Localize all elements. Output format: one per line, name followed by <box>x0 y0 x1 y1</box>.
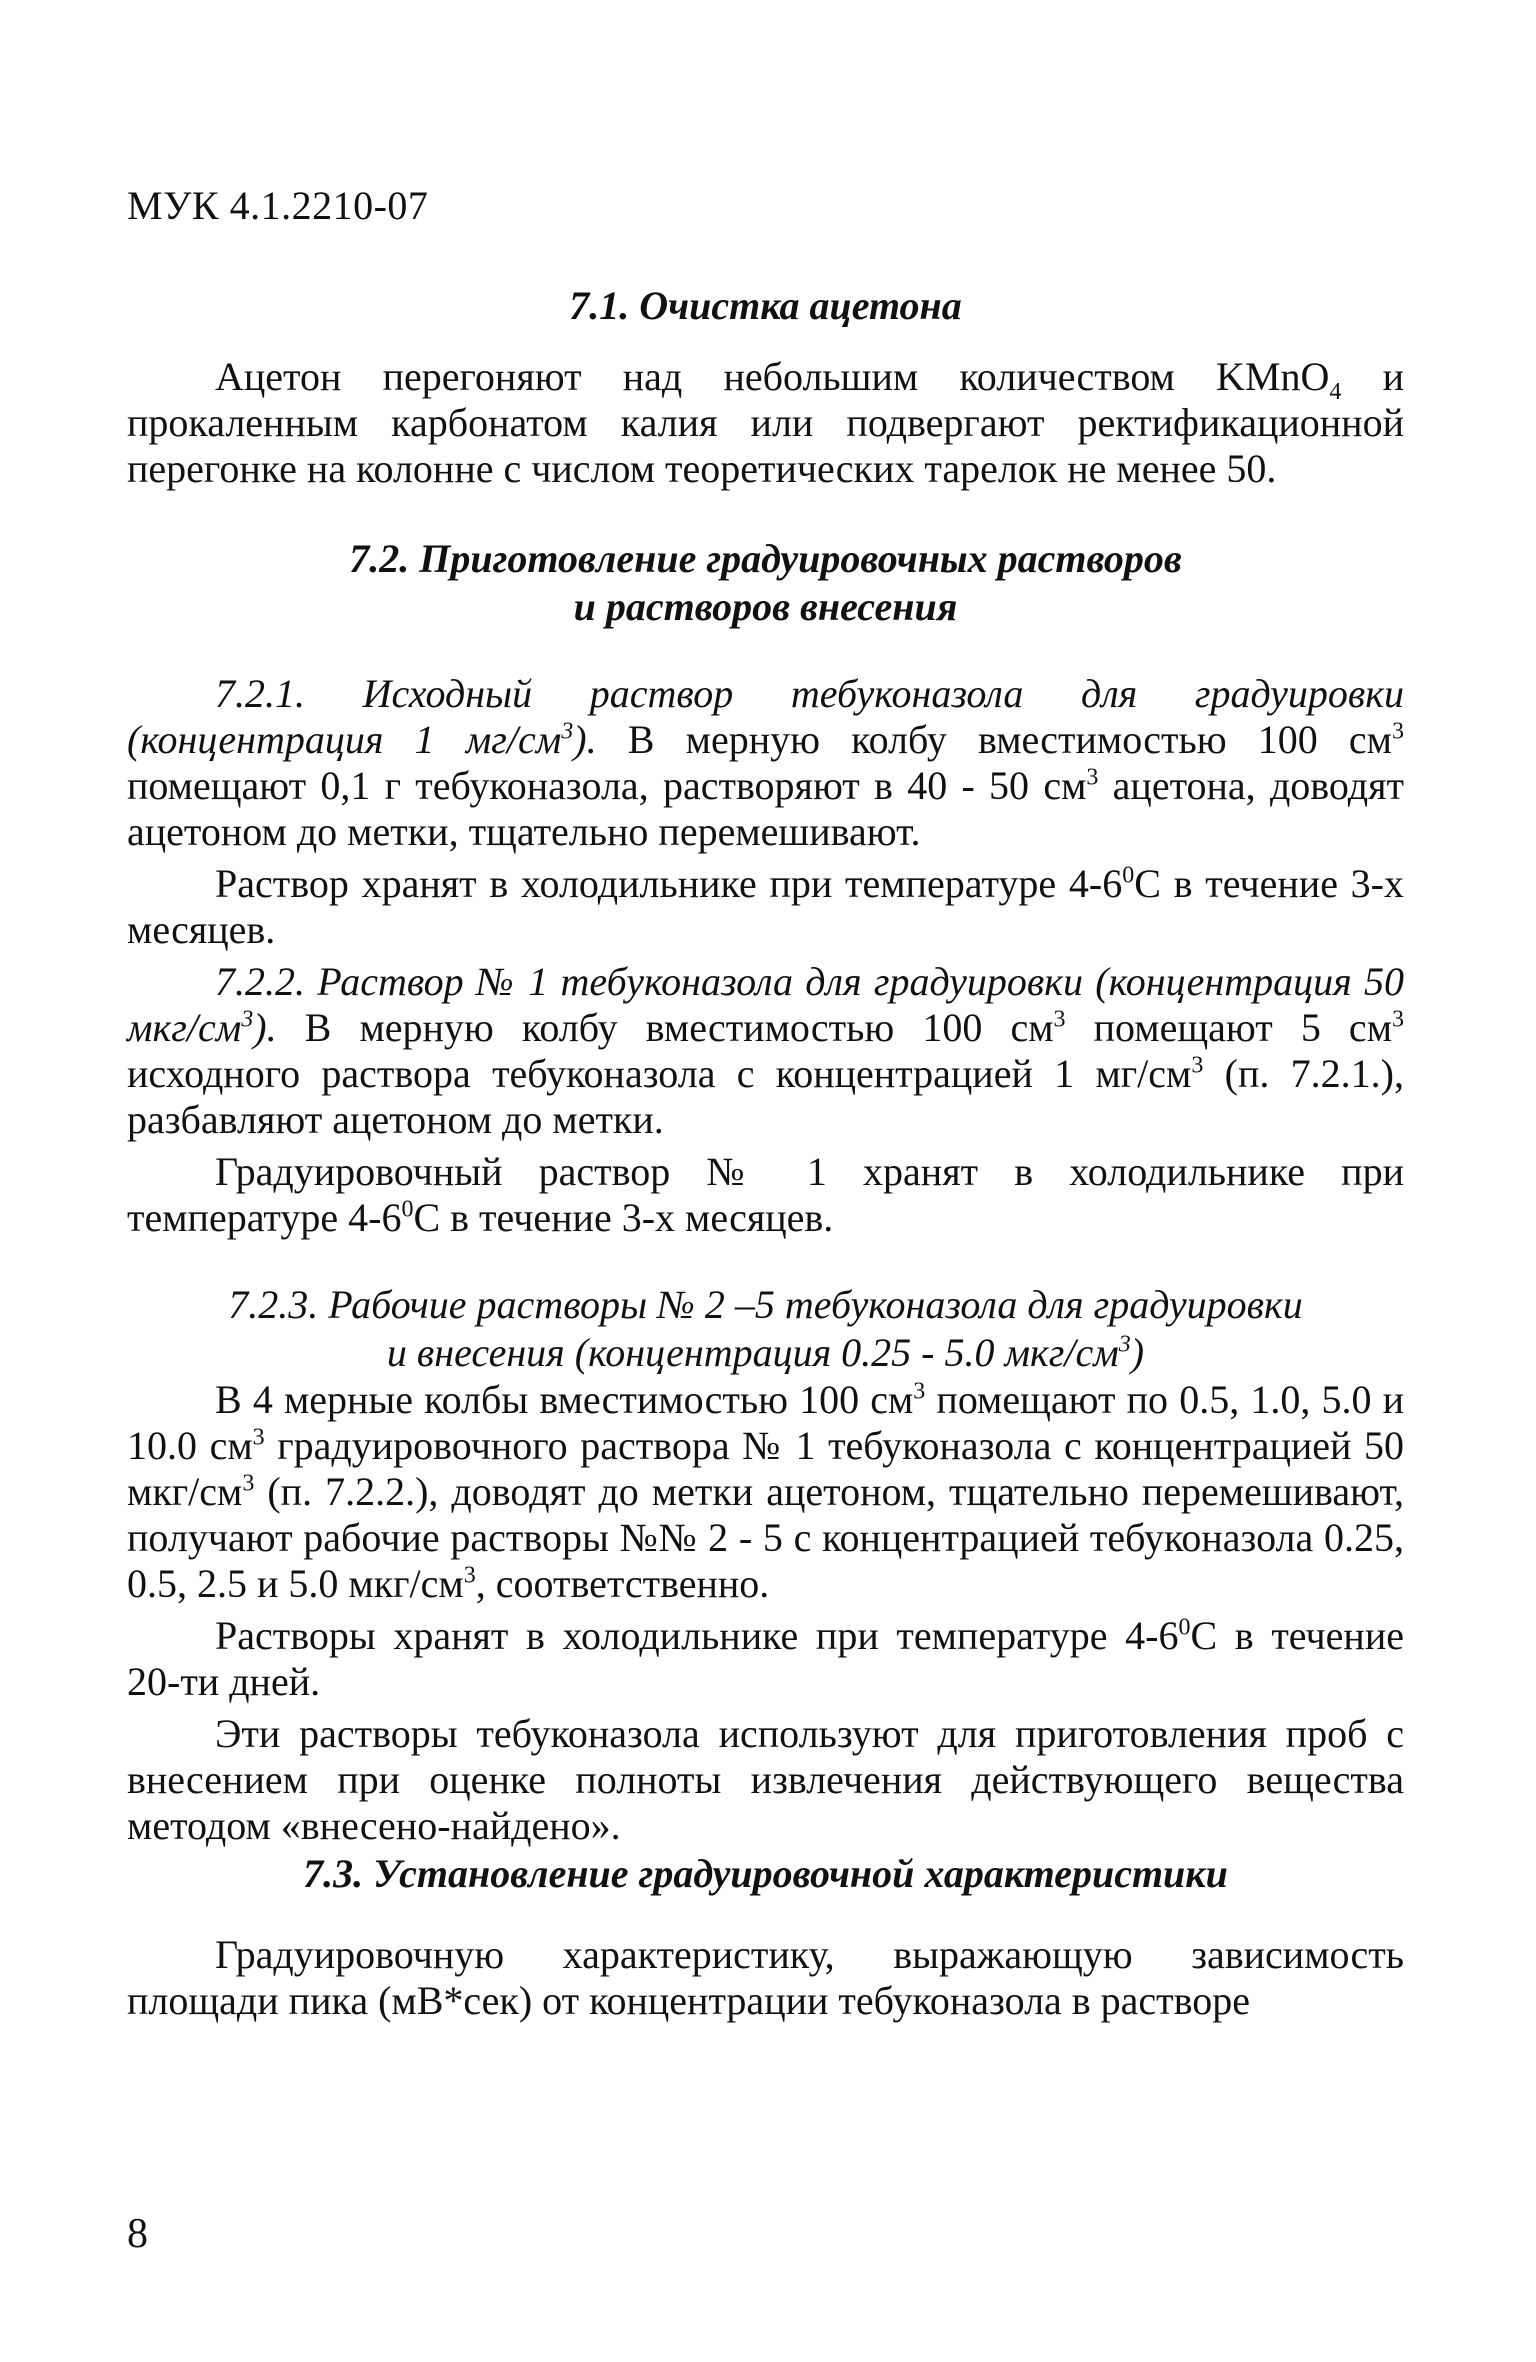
section-7-2-3-title: 7.2.3. Рабочие растворы № 2 –5 тебуконазола для градуировки и внесения (концентрация 0.25 - 5.0 мкг/$см^3$) <box>228 1282 1303 1375</box>
document-code: МУК 4.1.2210-07 <box>127 183 429 228</box>
section-7-2-3-usage: Эти растворы тебуконазола используют для приготовления проб с внесением при оценке полноты извлечения действующего вещества методом «внесено-найдено». <box>127 1711 1404 1848</box>
section-7-2-3-storage: Растворы хранят в холодильнике при температуре $4-6^0С$ в течение 20-ти дней. <box>127 1613 1404 1704</box>
section-7-2-1-paragraph: 7.2.1. Исходный раствор тебуконазола для градуировки (концентрация 1 $мг/см^3$). В мерную колбу вместимостью 100 $см^3$ помещают 0,1 г тебуконазола, растворяют в 40 - 50 $см^3$ ацетона, доводят ацетоном до метки, тщательно перемешивают. <box>127 671 1404 854</box>
section-7-3-title: 7.3. Установление градуировочной характеристики <box>303 1851 1228 1896</box>
section-7-3-paragraph: Градуировочную характеристику, выражающую зависимость площади пика (мВ*сек) от концентрации тебуконазола в растворе <box>127 1932 1404 2023</box>
section-7-2 <box>127 535 1404 1849</box>
section-7-2-3-paragraph: В 4 мерные колбы вместимостью 100 $см^3$ помещают по 0.5, 1.0, 5.0 и 10.0 $см^3$ градуировочного раствора № 1 тебуконазола с концентрацией 50 мкг/$см^3$ (п. 7.2.2.), доводят до метки ацетоном, тщательно перемешивают, получают рабочие растворы №№ 2 - 5 с концентрацией тебуконазола 0.25, 0.5, 2.5 и 5.0 мкг/$см^3$, соответственно. <box>127 1377 1404 1606</box>
page-number: 8 <box>127 2211 148 2257</box>
section-7-2-title: 7.2. Приготовление градуировочных растворов и растворов внесения <box>349 536 1182 629</box>
section-7-1 <box>127 282 1404 492</box>
section-7-3 <box>127 1850 1404 2024</box>
section-7-2-2-paragraph: 7.2.2. Раствор № 1 тебуконазола для градуировки (концентрация 50 мкг/$см^3$). В мерную колбу вместимостью 100 $см^3$ помещают 5 $см^3$ исходного раствора тебуконазола с концентрацией 1 $мг/см^3$ (п. 7.2.1.), разбавляют ацетоном до метки. <box>127 959 1405 1142</box>
section-7-1-title: 7.1. Очистка ацетона <box>569 283 962 328</box>
section-7-2-1-storage: Раствор хранят в холодильнике при температуре $4-6^0С$ в течение 3-х месяцев. <box>127 861 1405 952</box>
section-7-2-2-storage: Градуировочный раствор № 1 хранят в холодильнике при температуре $4-6^0С$ в течение 3-х месяцев. <box>127 1149 1404 1240</box>
section-7-1-paragraph: Ацетон перегоняют над небольшим количеством KMnO$_4$ и прокаленным карбонатом калия или подвергают ректификационной перегонке на колонне с числом теоретических тарелок не менее 50. <box>127 354 1405 491</box>
